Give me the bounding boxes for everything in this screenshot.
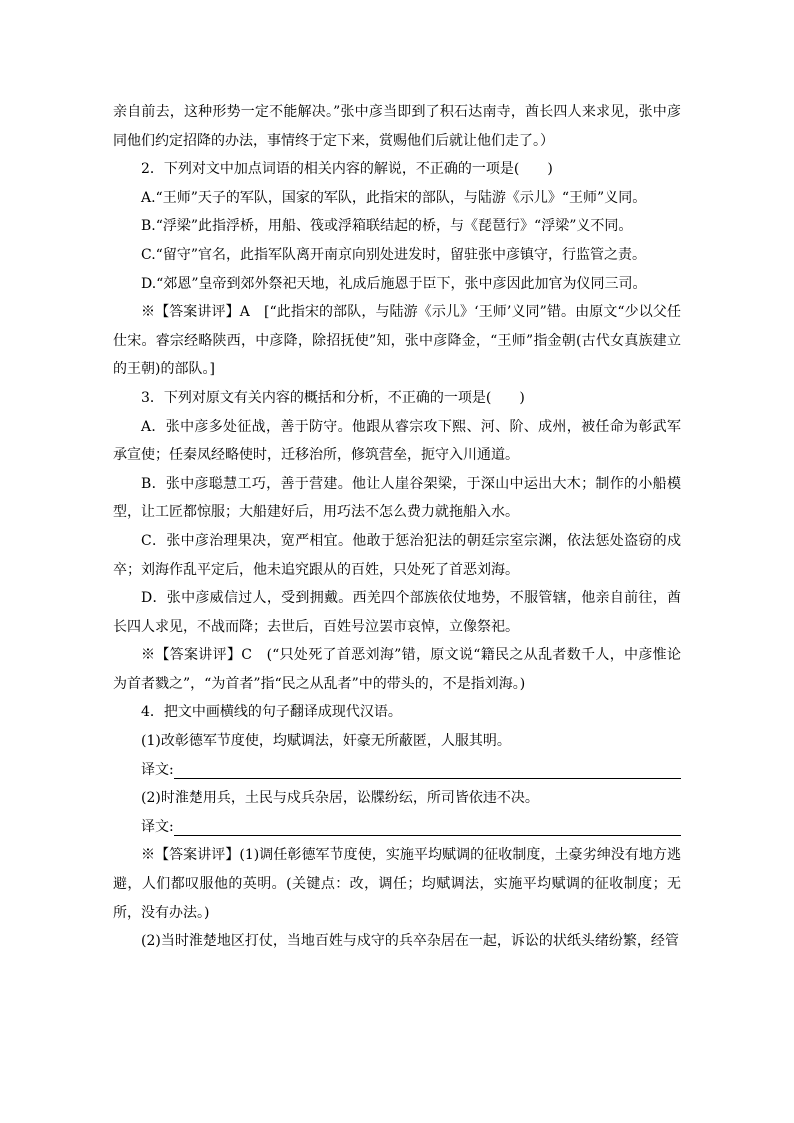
question-2-option-a: A.“王师”天子的军队，国家的军队，此指宋的部队，与陆游《示儿》“王师”义同。 xyxy=(141,189,647,206)
translation-line-1 xyxy=(113,756,681,785)
paragraph-translation-end: 亲自前去，这种形势一定不能解决。”张中彦当即到了积石达南寺，酋长四人来求见，张中彦同他们约定招降的办法，事情终于定下来，赏赐他们后就让他们走了。） xyxy=(113,104,681,149)
translation-label-1: 译文: xyxy=(141,761,174,778)
question-2-option-d: D.“郊恩”皇帝到郊外祭祀天地，礼成后施恩于臣下，张中彦因此加官为仪同三司。 xyxy=(141,275,647,292)
answer-3: ※【答案讲评】C (“只处死了首恶刘海”错，原文说“籍民之从乱者数千人，中彦惟论为首者戮之”，“为首者”指“民之从乱者”中的带头的，不是指刘海。) xyxy=(113,647,681,692)
question-4-sentence-1: (1)改彰德军节度使，均赋调法，奸豪无所蔽匿，人服其明。 xyxy=(141,733,511,750)
question-3-option-d: D．张中彦威信过人，受到拥戴。西羌四个部族依仗地势，不服管辖，他亲自前往，酋长四人求见，不战而降；去世后，百姓号泣罢市哀悼，立像祭祀。 xyxy=(113,590,681,635)
answer-4-part-2: (2)当时淮楚地区打仗，当地百姓与戍守的兵卒杂居在一起，诉讼的状纸头绪纷繁，经管 xyxy=(141,933,679,950)
question-3-option-b: B．张中彦聪慧工巧，善于营建。他让人崖谷架梁，于深山中运出大木；制作的小船模型，让工匠都惊服；大船建好后，用巧法不怎么费力就拖船入水。 xyxy=(113,475,681,521)
translation-label-2: 译文: xyxy=(141,818,174,835)
document-body xyxy=(113,98,681,956)
answer-4-part-1: ※【答案讲评】(1)调任彰德军节度使，实施平均赋调的征收制度，土豪劣绅没有地方逃避，人们都叹服他的英明。(关键点：改，调任；均赋调法，实施平均赋调的征收制度；无所，没有办法。) xyxy=(113,847,681,921)
question-4: 4．把文中画横线的句子翻译成现代汉语。 xyxy=(141,704,402,721)
question-2-option-c: C.“留守”官名，此指军队离开南京向别处进发时，留驻张中彦镇守，行监管之责。 xyxy=(141,246,646,263)
question-2: 2．下列对文中加点词语的相关内容的解说，不正确的一项是( ) xyxy=(141,161,553,178)
translation-line-2 xyxy=(113,813,681,842)
question-3: 3．下列对原文有关内容的概括和分析，不正确的一项是( ) xyxy=(141,389,525,406)
question-4-sentence-2: (2)时淮楚用兵，土民与戍兵杂居，讼牒纷纭，所司皆依违不决。 xyxy=(141,790,539,807)
answer-2: ※【答案讲评】A [“此指宋的部队，与陆游《示儿》‘王师’义同”错。由原文“少以父任仕宋。睿宗经略陕西，中彦降，除招抚使”知，张中彦降金，“王师”指金朝(古代女真族建立的王朝)的部队。] xyxy=(113,304,681,378)
question-3-option-a: A．张中彦多处征战，善于防守。他跟从睿宗攻下熙、河、阶、成州，被任命为彰武军承宣使；任秦凤经略使时，迁移治所，修筑营垒，扼守入川通道。 xyxy=(113,418,681,464)
question-2-option-b: B.“浮梁”此指浮桥，用船、筏或浮箱联结起的桥，与《琵琶行》“浮梁”义不同。 xyxy=(141,218,633,235)
translation-blank-1[interactable] xyxy=(174,758,681,779)
question-3-option-c: C．张中彦治理果决，宽严相宜。他敢于惩治犯法的朝廷宗室宗渊，依法惩处盗窃的戍卒；刘海作乱平定后，他未追究跟从的百姓，只处死了首恶刘海。 xyxy=(113,532,681,578)
translation-blank-2[interactable] xyxy=(174,815,681,836)
